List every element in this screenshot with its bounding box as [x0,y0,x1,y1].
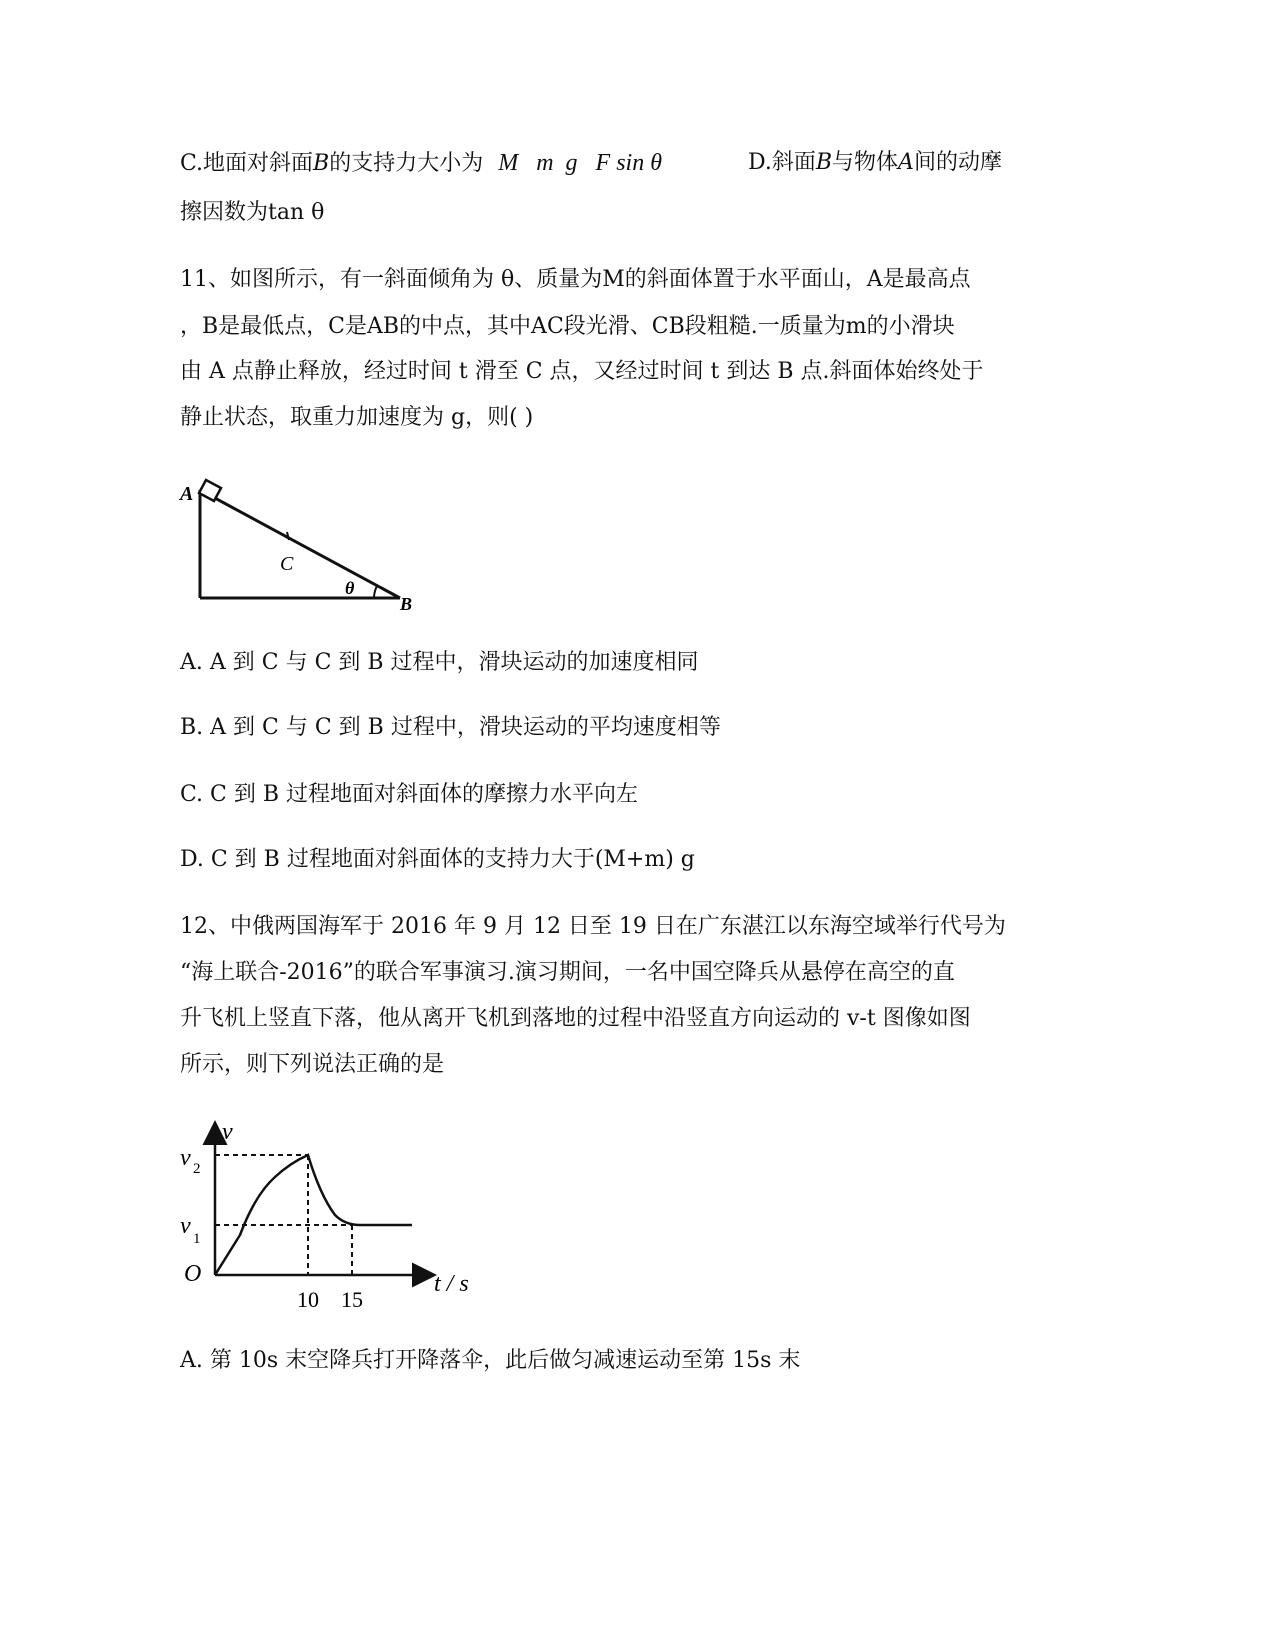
q11-option-a: A. A 到 C 与 C 到 B 过程中，滑块运动的加速度相同 [180,650,699,675]
q10-option-d-text3: 间的动摩 [913,150,1002,175]
q10-option-c-text2: 的支持力大小为 [329,151,484,176]
q10-option-d-text2: 与物体 [832,150,899,175]
q10-option-c-formula: M m g F sin θ [498,150,663,176]
q11-stem-line3: 由 A 点静止释放，经过时间 t 滑至 C 点，又经过时间 t 到达 B 点.斜面体始终处于 [180,359,984,384]
q10-option-d-var-a: A [898,150,914,175]
slider-block [199,480,221,501]
q12-option-a: A. 第 10s 末空降兵打开降落伞，此后做匀减速运动至第 15s 末 [180,1348,801,1373]
vt-tick-10: 10 [297,1287,319,1312]
incline-hypotenuse [200,490,400,598]
vt-graph [170,1115,480,1315]
q11-option-c: C. C 到 B 过程地面对斜面体的摩擦力水平向左 [180,782,639,807]
q11-stem-line4: 静止状态，取重力加速度为 g，则( ) [180,405,534,430]
incline-figure [178,470,418,615]
q12-stem-line4: 所示，则下列说法正确的是 [180,1052,445,1077]
q10-option-d-var-b: B [815,150,833,175]
label-c: C [280,553,294,575]
q12-stem-line3: 升飞机上竖直下落，他从离开飞机到落地的过程中沿竖直方向运动的 v-t 图像如图 [180,1006,971,1031]
vt-x-label: t / s [434,1271,469,1297]
q10-option-c-text: C.地面对斜面 [180,151,314,176]
label-theta: θ [345,578,355,598]
q12-stem-line1: 12、中俄两国海军于 2016 年 9 月 12 日至 19 日在广东湛江以东海空域举行代号为 [180,914,1006,939]
angle-arc [374,586,377,598]
q10-option-c-var-b: B [313,151,330,176]
q10-option-d [748,148,1002,178]
vt-y-label: v [222,1119,233,1145]
vt-v2-subscript: 2 [193,1161,201,1177]
vt-tick-15: 15 [341,1287,363,1312]
q11-stem-line1: 11、如图所示，有一斜面倾角为 θ、质量为M的斜面体置于水平面山，A是最高点 [180,267,971,292]
q12-stem-line2: “海上联合-2016”的联合军事演习.演习期间，一名中国空降兵从悬停在高空的直 [180,960,955,985]
vt-origin-label: O [184,1261,202,1287]
label-b: B [400,594,413,614]
q11-stem-line2: ，B是最低点，C是AB的中点，其中AC段光滑、CB段粗糙.一质量为m的小滑块 [180,314,955,339]
vt-curve [215,1155,412,1275]
q10-option-c [180,148,662,179]
q11-option-d: D. C 到 B 过程地面对斜面体的支持力大于(M+m) g [180,847,695,872]
q10-option-d-text: D.斜面 [748,150,816,175]
label-a: A [180,483,194,505]
q11-option-b: B. A 到 C 与 C 到 B 过程中，滑块运动的平均速度相等 [180,715,721,740]
vt-v1-subscript: 1 [193,1231,201,1247]
vt-v2-label: v [180,1145,191,1171]
vt-v1-label: v [180,1213,191,1239]
q10-option-d-line2: 擦因数为tan θ [180,200,325,225]
